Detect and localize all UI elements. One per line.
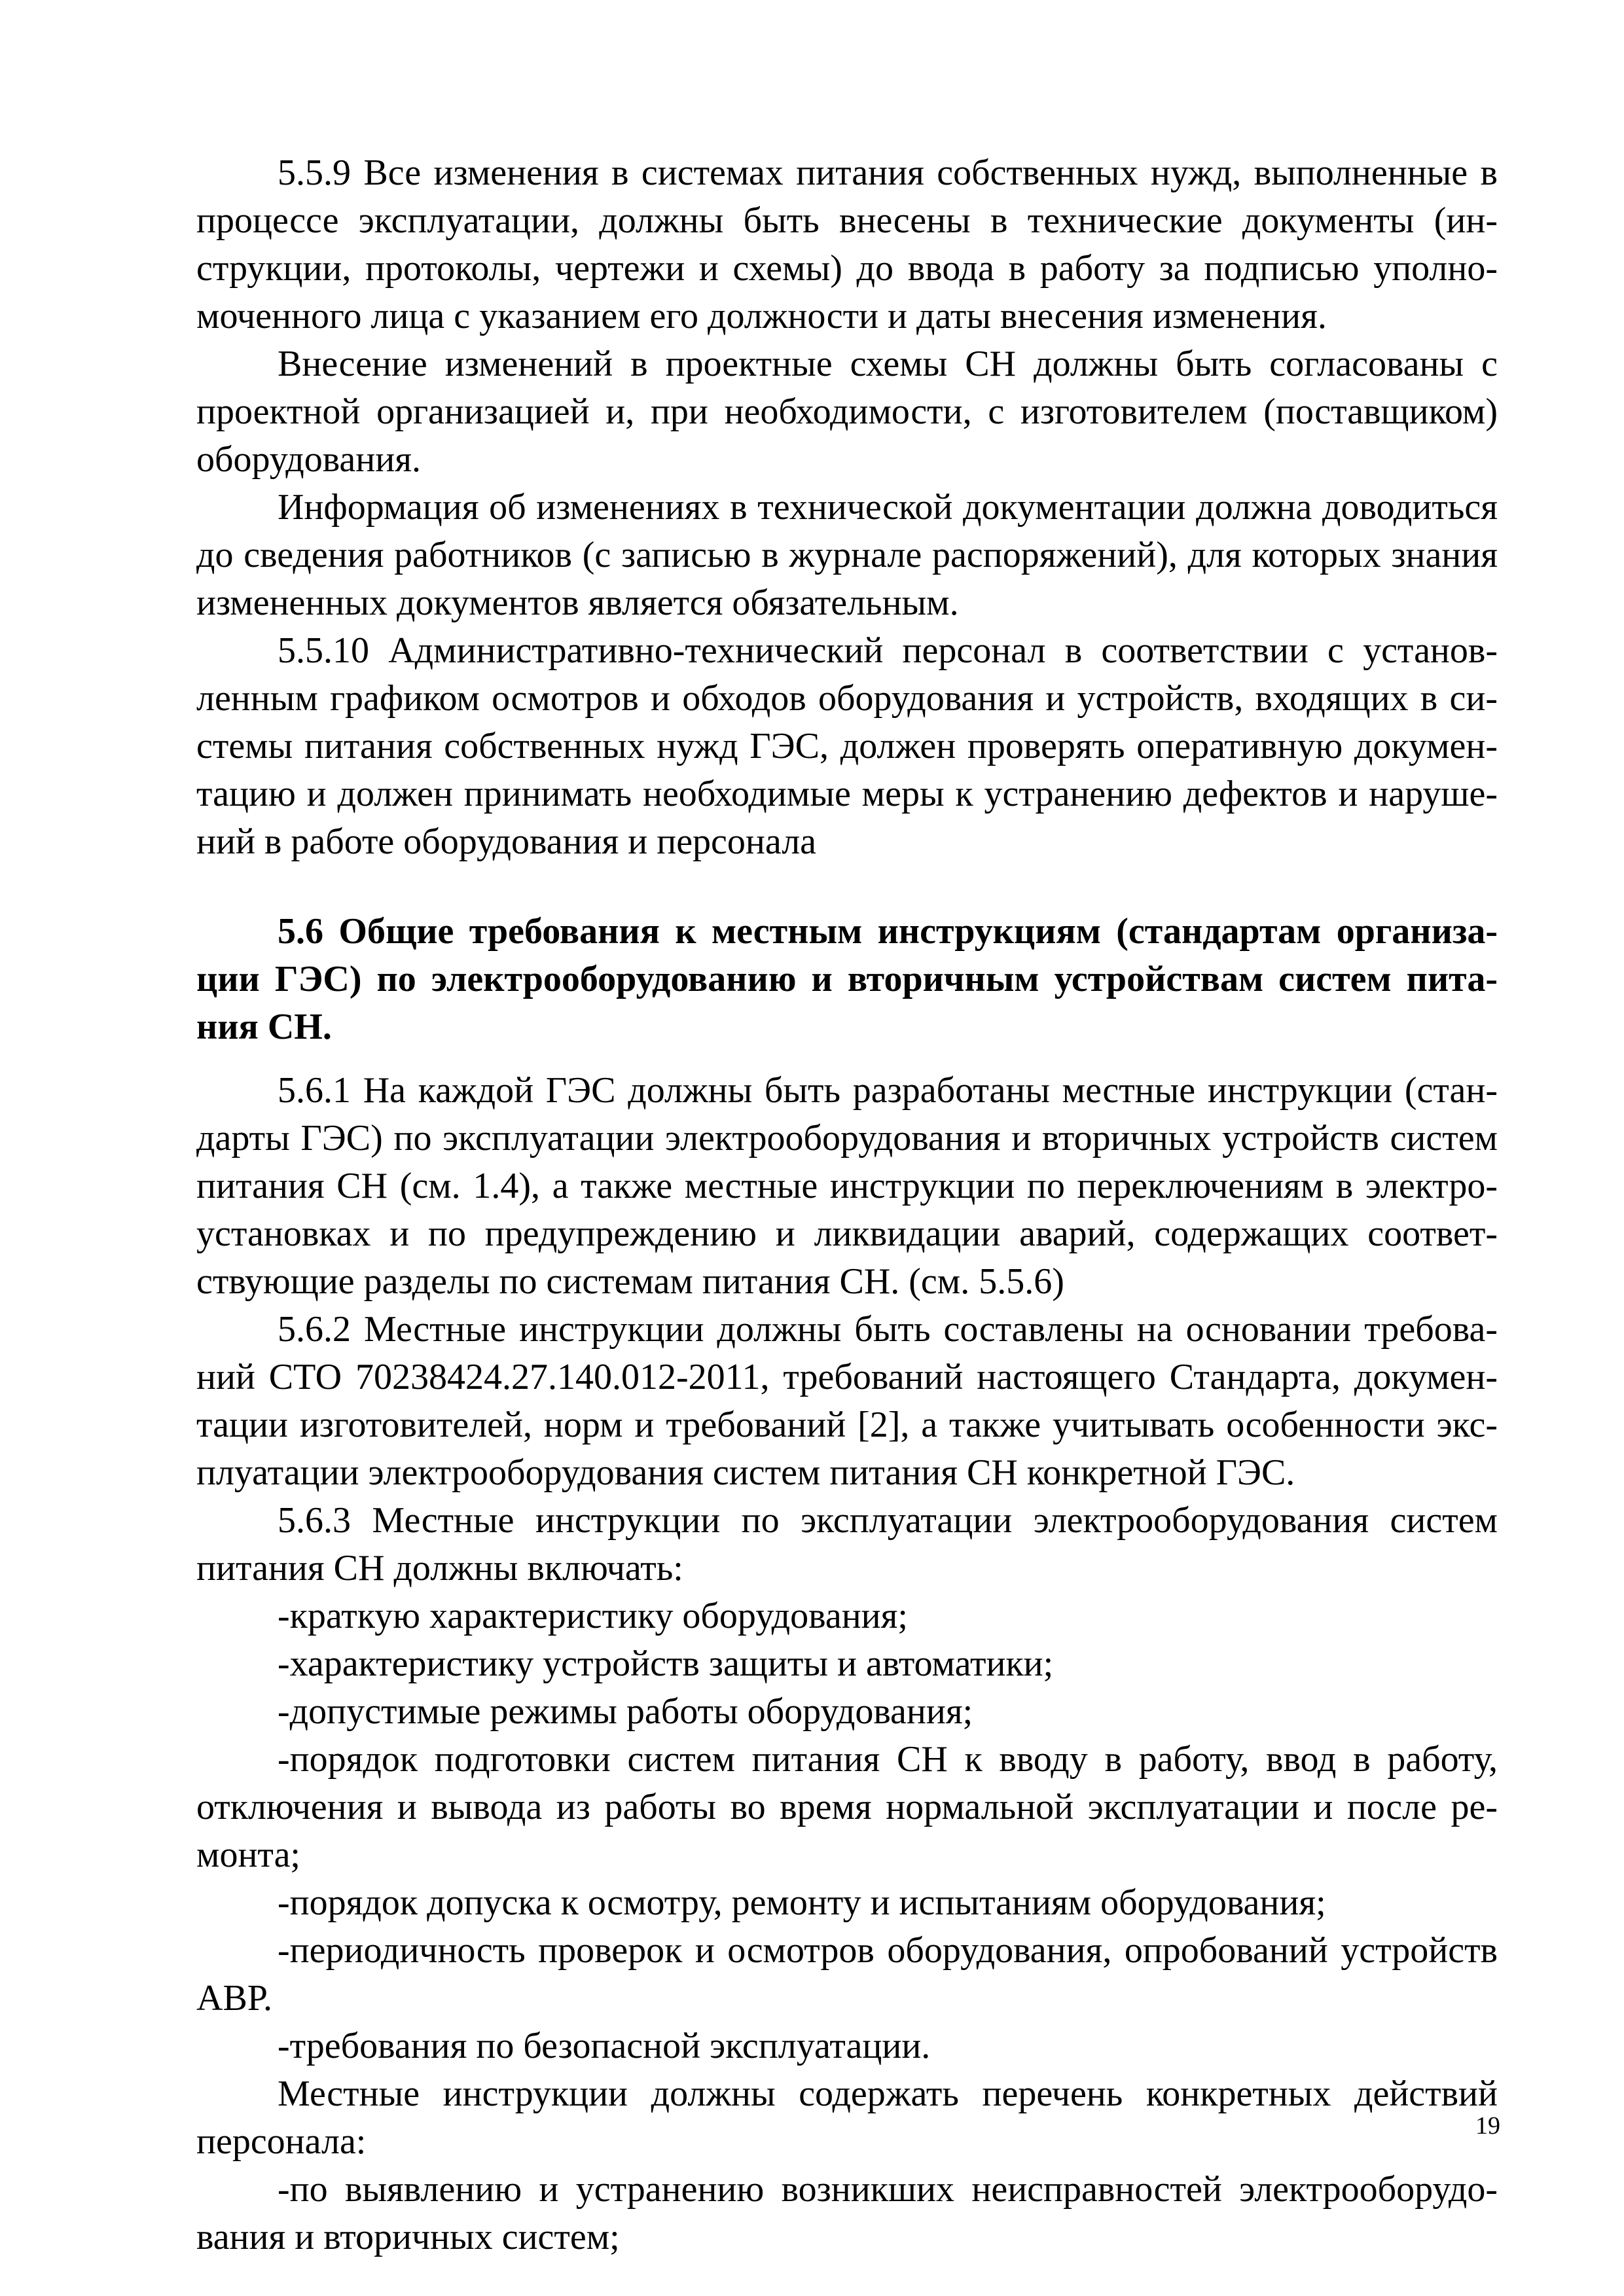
page-content	[196, 149, 1498, 2261]
list-item-safety-requirements: -требования по безопасной эксплуатации.	[278, 2026, 931, 2066]
page-number: 19	[1475, 2112, 1500, 2140]
paragraph-change-information: Информация об изменениях в технической документации должна доводиться до сведения работников (с записью в журнале распоряжений), для которых знания измененных документов является обязательным.	[196, 487, 1498, 623]
list-item-preparation-procedure: -порядок подготовки систем питания СН к вводу в работу, ввод в работу, отключения и вывода из работы во время нормальной эксплуатации и после ремонта;	[196, 1739, 1498, 1875]
list-item-inspection-frequency: -периодичность проверок и осмотров оборудования, опробований устройств АВР.	[196, 1930, 1498, 2018]
list-item-fault-elimination: -по выявлению и устранению возникших неисправностей электрооборудования и вторичных систем;	[196, 2169, 1498, 2257]
paragraph-5-6-3: 5.6.3 Местные инструкции по эксплуатации электрооборудования систем питания СН должны включать:	[196, 1500, 1498, 1588]
list-item-operating-modes: -допустимые режимы работы оборудования;	[278, 1691, 973, 1732]
paragraph-personnel-actions: Местные инструкции должны содержать перечень конкретных действий персонала:	[196, 2073, 1498, 2162]
paragraph-5-6-2: 5.6.2 Местные инструкции должны быть составлены на основании требований СТО 70238424.27.140.012-2011, требований настоящего Стандарта, документации изготовителей, норм и требований [2], а также учитывать особенности эксплуатации электрооборудования систем питания СН конкретной ГЭС.	[196, 1309, 1498, 1493]
paragraph-5-6-1: 5.6.1 На каждой ГЭС должны быть разработаны местные инструкции (стандарты ГЭС) по эксплуатации электрооборудования и вторичных устройств систем питания СН (см. 1.4), а также местные инструкции по переключениям в электроустановках и по предупреждению и ликвидации аварий, содержащих соответствующие разделы по системам питания СН. (см. 5.5.6)	[196, 1070, 1498, 1302]
paragraph-5-5-9: 5.5.9 Все изменения в системах питания собственных нужд, выполненные в процессе эксплуатации, должны быть внесены в технические документы (инструкции, протоколы, чертежи и схемы) до ввода в работу за подписью уполномоченного лица с указанием его должности и даты внесения изменения.	[196, 152, 1498, 336]
paragraph-5-5-10: 5.5.10 Административно-технический персонал в соответствии с установленным графиком осмотров и обходов оборудования и устройств, входящих в системы питания собственных нужд ГЭС, должен проверять оперативную документацию и должен принимать необходимые меры к устранению дефектов и нарушений в работе оборудования и персонала	[196, 630, 1498, 862]
list-item-protection-automation: -характеристику устройств защиты и автоматики;	[278, 1643, 1054, 1684]
list-item-admission-procedure: -порядок допуска к осмотру, ремонту и испытаниям оборудования;	[278, 1882, 1326, 1923]
paragraph-design-changes: Внесение изменений в проектные схемы СН должны быть согласованы с проектной организацией и, при необходимости, с изготовителем (поставщиком) оборудования.	[196, 344, 1498, 480]
section-heading-5-6: 5.6 Общие требования к местным инструкциям (стандартам организации ГЭС) по электрооборудованию и вторичным устройствам систем питания СН.	[196, 911, 1498, 1047]
list-item-equipment-summary: -краткую характеристику оборудования;	[278, 1596, 908, 1636]
